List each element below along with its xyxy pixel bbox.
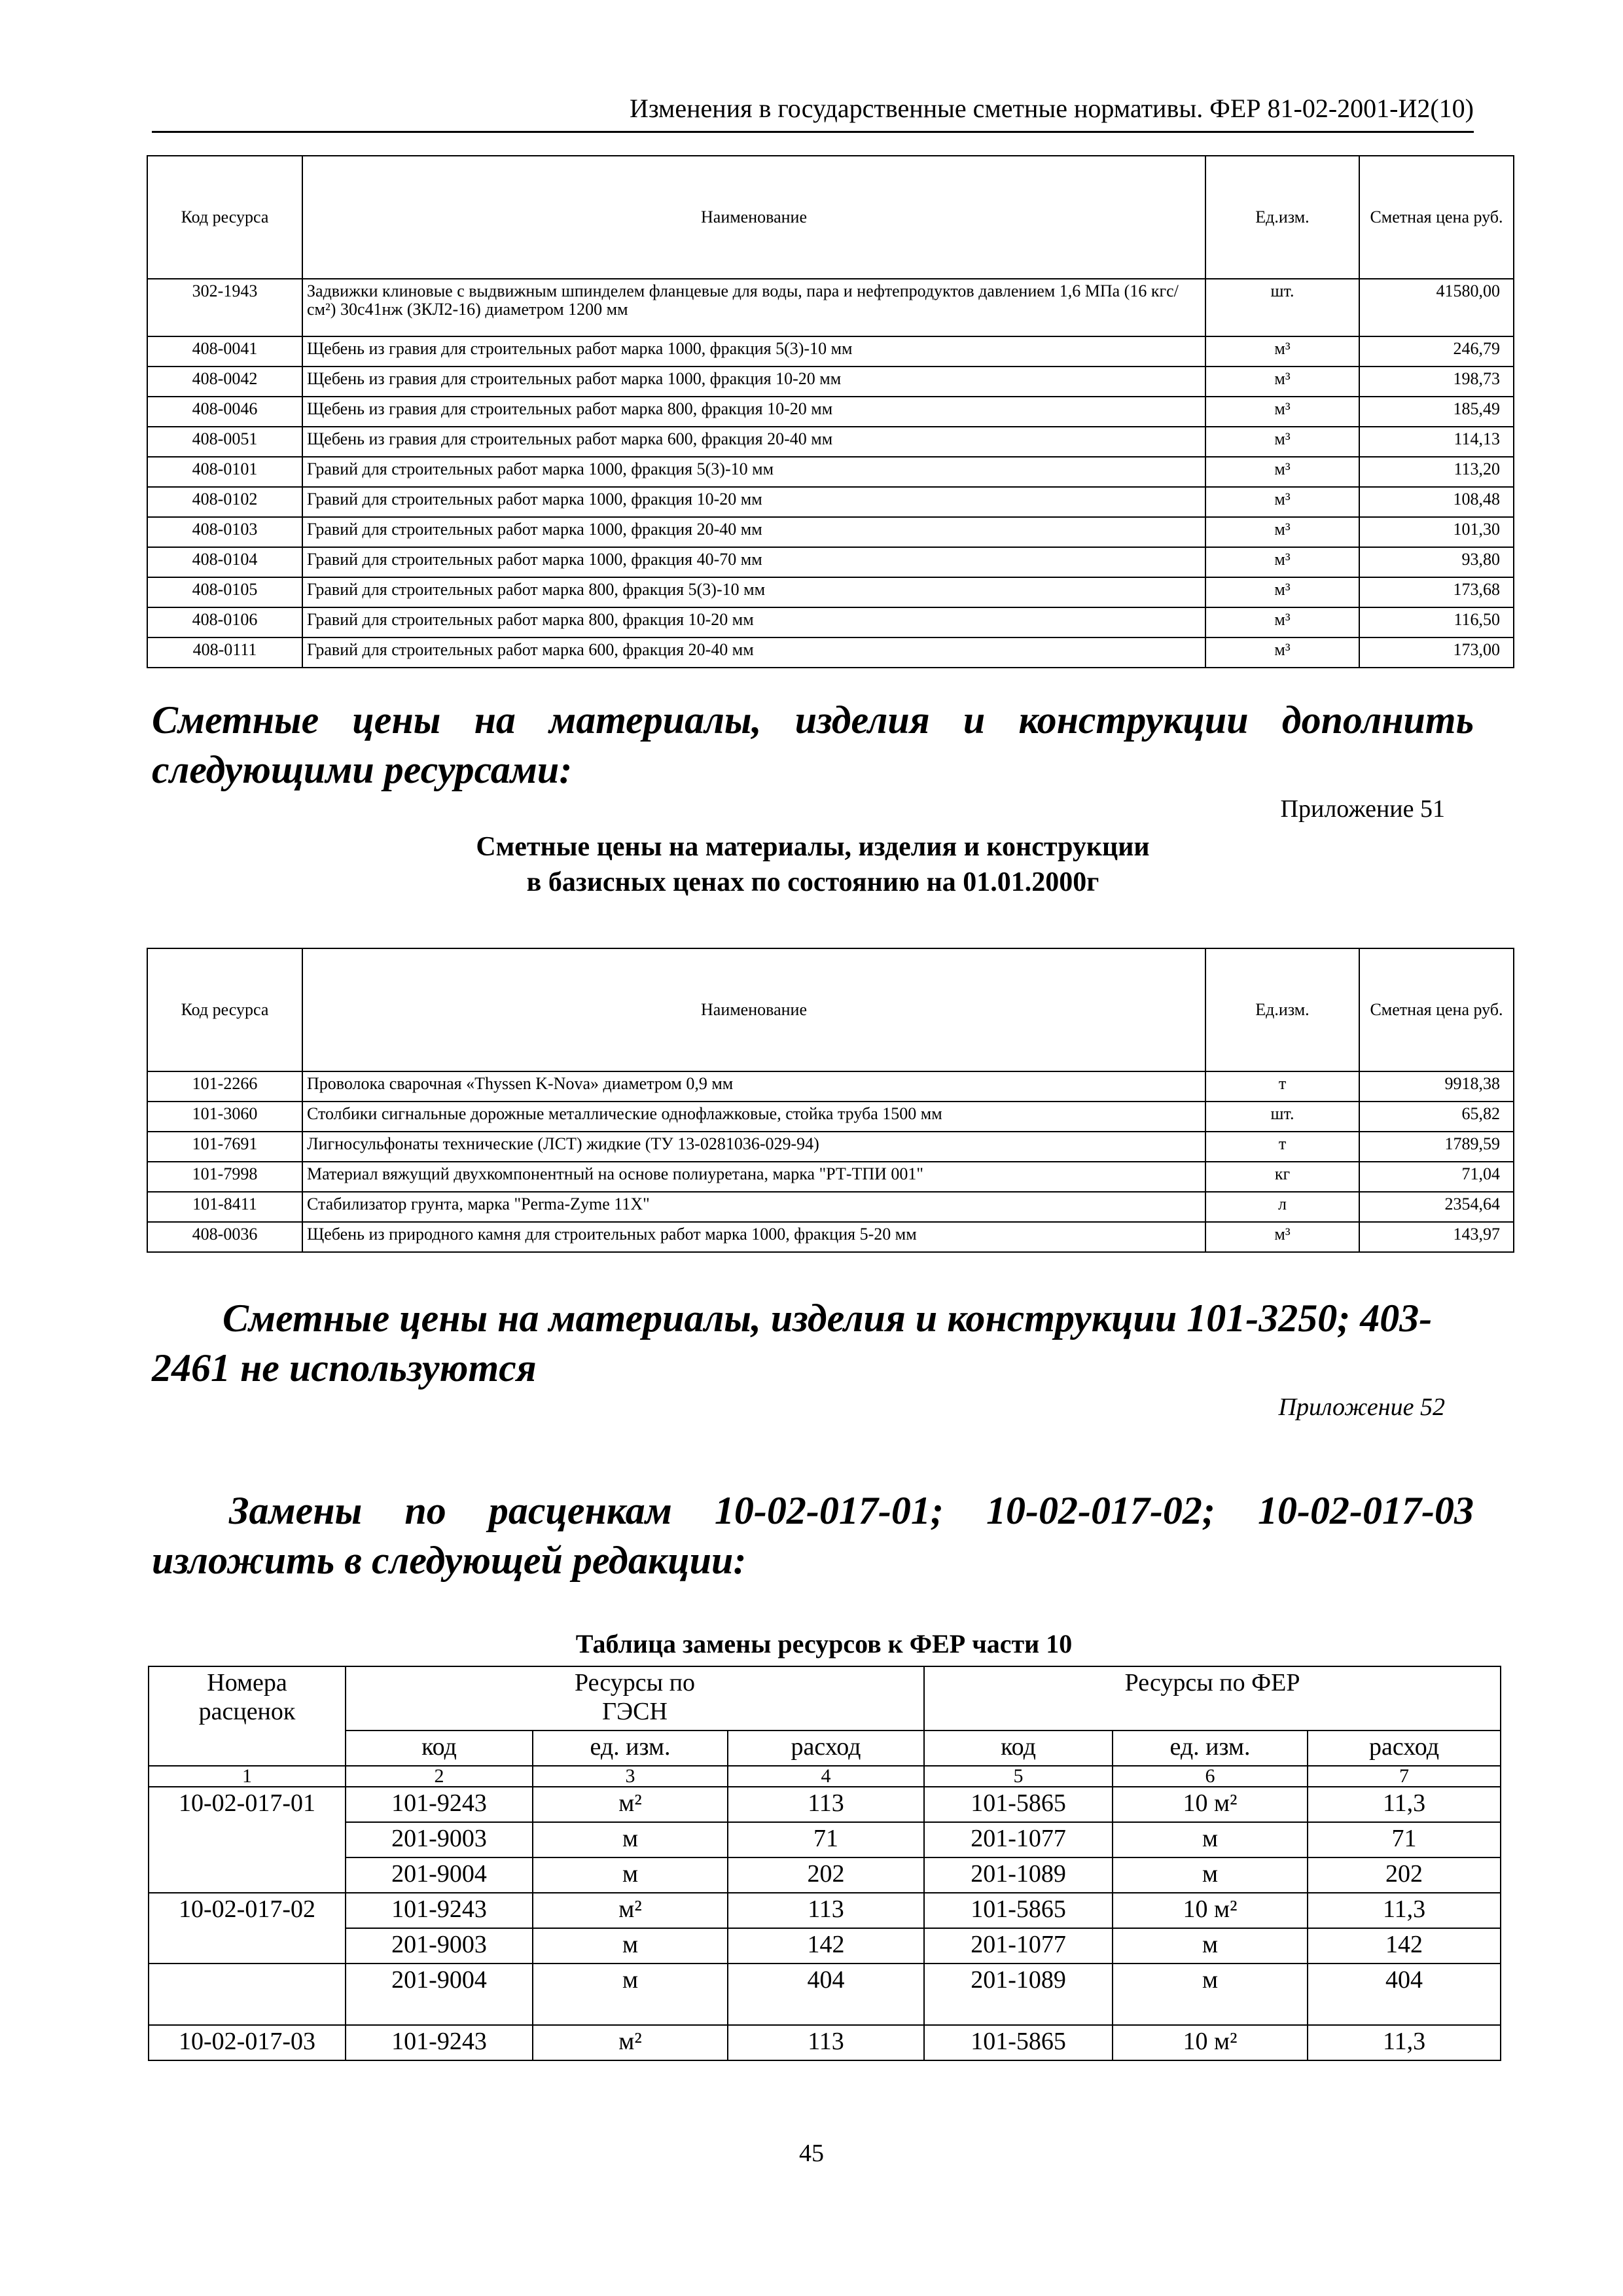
- resource-name: Гравий для строительных работ марка 800, фракция 5(3)-10 мм: [302, 577, 1205, 607]
- resource-unit: м³: [1205, 427, 1359, 457]
- resource-price: 71,04: [1359, 1162, 1514, 1192]
- subheader-cell: ед. изм.: [1113, 1731, 1308, 1766]
- fer-code: 101-5865: [924, 2025, 1113, 2060]
- fer-consumption: 202: [1308, 1857, 1501, 1893]
- resource-name: Щебень из гравия для строительных работ марка 1000, фракция 5(3)-10 мм: [302, 336, 1205, 367]
- fer-consumption: 404: [1308, 1964, 1501, 2025]
- resource-name: Гравий для строительных работ марка 1000, фракция 20-40 мм: [302, 517, 1205, 547]
- resource-unit: м³: [1205, 577, 1359, 607]
- resource-price: 108,48: [1359, 487, 1514, 517]
- resource-code: 408-0036: [147, 1222, 302, 1252]
- resource-name: Задвижки клиновые с выдвижным шпинделем фланцевые для воды, пара и нефтепродуктов давлением 1,6 МПа (16 кгс/см²) 30с41нж (ЗКЛ2-16) диаметром 1200 мм: [302, 279, 1205, 336]
- rate-number: [149, 1964, 346, 2025]
- subheader-cell: расход: [1308, 1731, 1501, 1766]
- table-row: [147, 517, 1514, 547]
- resource-name: Проволока сварочная «Thyssen K-Nova» диаметром 0,9 мм: [302, 1071, 1205, 1102]
- resource-code: 101-2266: [147, 1071, 302, 1102]
- gesn-consumption: 142: [728, 1928, 924, 1964]
- column-number: 4: [728, 1766, 924, 1787]
- resource-code: 101-7691: [147, 1132, 302, 1162]
- section-heading-replace-line1: Замены по расценкам 10-02-017-01; 10-02-017-02; 10-02-017-03: [229, 1489, 1474, 1532]
- resource-price: 1789,59: [1359, 1132, 1514, 1162]
- table-row: [147, 547, 1514, 577]
- resource-unit: м³: [1205, 397, 1359, 427]
- table-subheader-row: [149, 1731, 1501, 1766]
- resource-name: Гравий для строительных работ марка 600, фракция 20-40 мм: [302, 637, 1205, 668]
- gesn-code: 201-9004: [346, 1964, 533, 2025]
- resource-price: 198,73: [1359, 367, 1514, 397]
- column-number: 6: [1113, 1766, 1308, 1787]
- resource-unit: т: [1205, 1071, 1359, 1102]
- resource-unit: м³: [1205, 547, 1359, 577]
- resource-unit: т: [1205, 1132, 1359, 1162]
- resource-code: 408-0105: [147, 577, 302, 607]
- col-header-gesn: [346, 1666, 924, 1731]
- table-row: [147, 487, 1514, 517]
- resource-unit: м³: [1205, 1222, 1359, 1252]
- resource-code: 101-3060: [147, 1102, 302, 1132]
- fer-code: 201-1089: [924, 1857, 1113, 1893]
- resource-name: Щебень из гравия для строительных работ марка 1000, фракция 10-20 мм: [302, 367, 1205, 397]
- table-row: [147, 367, 1514, 397]
- section-heading-add-line1: Сметные цены на материалы, изделия и конструкции дополнить: [152, 698, 1474, 742]
- resource-unit: м³: [1205, 336, 1359, 367]
- fer-code: 201-1077: [924, 1928, 1113, 1964]
- gesn-consumption: 404: [728, 1964, 924, 2025]
- rate-number: 10-02-017-01: [149, 1787, 346, 1893]
- col-header-code: Код ресурса: [147, 156, 302, 279]
- appendix-52-label: Приложение 52: [1278, 1393, 1445, 1421]
- gesn-unit: м: [533, 1822, 728, 1857]
- price-table-2: [147, 948, 1514, 1253]
- resource-price: 116,50: [1359, 607, 1514, 637]
- resource-price: 2354,64: [1359, 1192, 1514, 1222]
- table-row: [149, 1893, 1501, 1928]
- resource-unit: м³: [1205, 367, 1359, 397]
- resource-unit: м³: [1205, 607, 1359, 637]
- gesn-code: 101-9243: [346, 1893, 533, 1928]
- table-row: [147, 577, 1514, 607]
- resource-name: Щебень из гравия для строительных работ марка 600, фракция 20-40 мм: [302, 427, 1205, 457]
- section-heading-unused-line2: 2461 не используются: [152, 1346, 537, 1390]
- col-header-code: Код ресурса: [147, 948, 302, 1071]
- table-row: [147, 1222, 1514, 1252]
- resource-name: Лигносульфонаты технические (ЛСТ) жидкие (ТУ 13-0281036-029-94): [302, 1132, 1205, 1162]
- col-header-price: Сметная цена руб.: [1359, 948, 1514, 1071]
- table-row: [149, 1787, 1501, 1822]
- resource-price: 246,79: [1359, 336, 1514, 367]
- resource-unit: м³: [1205, 517, 1359, 547]
- resource-code: 408-0111: [147, 637, 302, 668]
- fer-consumption: 11,3: [1308, 1893, 1501, 1928]
- resource-code: 408-0102: [147, 487, 302, 517]
- resource-unit: шт.: [1205, 1102, 1359, 1132]
- fer-unit: м: [1113, 1928, 1308, 1964]
- table-row: [147, 1162, 1514, 1192]
- fer-unit: 10 м²: [1113, 1787, 1308, 1822]
- resource-unit: м³: [1205, 637, 1359, 668]
- table-row: [147, 607, 1514, 637]
- table-row: [147, 1192, 1514, 1222]
- table-row: [149, 1964, 1501, 2025]
- column-number: 2: [346, 1766, 533, 1787]
- header-title: Изменения в государственные сметные нормативы. ФЕР 81-02-2001-И2(10): [629, 94, 1474, 123]
- resource-code: 101-8411: [147, 1192, 302, 1222]
- gesn-code: 201-9003: [346, 1822, 533, 1857]
- gesn-unit: м²: [533, 1893, 728, 1928]
- column-number: 5: [924, 1766, 1113, 1787]
- gesn-code: 101-9243: [346, 1787, 533, 1822]
- col-header-name: Наименование: [302, 948, 1205, 1071]
- fer-unit: 10 м²: [1113, 1893, 1308, 1928]
- page-number: 45: [799, 2140, 824, 2167]
- gesn-code: 101-9243: [346, 2025, 533, 2060]
- column-number: 1: [149, 1766, 346, 1787]
- gesn-consumption: 113: [728, 1787, 924, 1822]
- resource-unit: кг: [1205, 1162, 1359, 1192]
- resource-price: 143,97: [1359, 1222, 1514, 1252]
- section-heading-add-line2: следующими ресурсами:: [152, 748, 573, 791]
- table-row: [147, 336, 1514, 367]
- gesn-consumption: 202: [728, 1857, 924, 1893]
- resource-code: 408-0046: [147, 397, 302, 427]
- gesn-consumption: 71: [728, 1822, 924, 1857]
- gesn-unit: м: [533, 1964, 728, 2025]
- resource-price: 114,13: [1359, 427, 1514, 457]
- page-header: [152, 93, 1474, 133]
- fer-code: 201-1089: [924, 1964, 1113, 2025]
- appendix-51-label: Приложение 51: [1280, 795, 1445, 823]
- resource-price: 113,20: [1359, 457, 1514, 487]
- gesn-code: 201-9004: [346, 1857, 533, 1893]
- resource-code: 408-0101: [147, 457, 302, 487]
- col-header-unit: Ед.изм.: [1205, 156, 1359, 279]
- resource-price: 41580,00: [1359, 279, 1514, 336]
- fer-unit: м: [1113, 1964, 1308, 2025]
- subheader-cell: код: [346, 1731, 533, 1766]
- table-row: [147, 279, 1514, 336]
- resource-code: 408-0106: [147, 607, 302, 637]
- table-header-row: [147, 948, 1514, 1071]
- resource-code: 408-0051: [147, 427, 302, 457]
- resource-name: Гравий для строительных работ марка 1000, фракция 40-70 мм: [302, 547, 1205, 577]
- col-header-unit: Ед.изм.: [1205, 948, 1359, 1071]
- price-table-1: [147, 155, 1514, 668]
- resource-unit: л: [1205, 1192, 1359, 1222]
- table-row: [147, 397, 1514, 427]
- resource-name: Материал вяжущий двухкомпонентный на основе полиуретана, марка "РТ-ТПИ 001": [302, 1162, 1205, 1192]
- column-number: 7: [1308, 1766, 1501, 1787]
- resource-code: 302-1943: [147, 279, 302, 336]
- table-row: [149, 1928, 1501, 1964]
- rate-number: 10-02-017-02: [149, 1893, 346, 1964]
- fer-code: 201-1077: [924, 1822, 1113, 1857]
- gesn-unit: м: [533, 1928, 728, 1964]
- fer-consumption: 11,3: [1308, 2025, 1501, 2060]
- column-number-row: [149, 1766, 1501, 1787]
- table-row: [147, 1102, 1514, 1132]
- resource-price: 65,82: [1359, 1102, 1514, 1132]
- gesn-consumption: 113: [728, 2025, 924, 2060]
- resource-code: 408-0042: [147, 367, 302, 397]
- resource-code: 101-7998: [147, 1162, 302, 1192]
- resource-price: 173,68: [1359, 577, 1514, 607]
- table-header-row: [149, 1666, 1501, 1731]
- col-header-fer: Ресурсы по ФЕР: [924, 1666, 1501, 1731]
- col-header-price: Сметная цена руб.: [1359, 156, 1514, 279]
- table-row: [149, 1857, 1501, 1893]
- resource-code: 408-0104: [147, 547, 302, 577]
- resource-name: Столбики сигнальные дорожные металлические однофлажковые, стойка труба 1500 мм: [302, 1102, 1205, 1132]
- fer-unit: м: [1113, 1857, 1308, 1893]
- table-row: [147, 1132, 1514, 1162]
- col-header-gesn-line2: ГЭСН: [602, 1698, 668, 1725]
- replacement-table: [148, 1666, 1501, 2061]
- fer-unit: 10 м²: [1113, 2025, 1308, 2060]
- section-heading-replace-line2: изложить в следующей редакции:: [152, 1539, 747, 1582]
- resource-price: 101,30: [1359, 517, 1514, 547]
- fer-code: 101-5865: [924, 1893, 1113, 1928]
- resource-name: Гравий для строительных работ марка 800, фракция 10-20 мм: [302, 607, 1205, 637]
- table-row: [147, 637, 1514, 668]
- gesn-unit: м: [533, 1857, 728, 1893]
- subheader-cell: расход: [728, 1731, 924, 1766]
- col-header-rates-text: Номера расценок: [198, 1669, 296, 1725]
- resource-price: 93,80: [1359, 547, 1514, 577]
- gesn-unit: м²: [533, 1787, 728, 1822]
- section-heading-unused-line1: Сметные цены на материалы, изделия и конструкции 101-3250; 403-: [223, 1297, 1433, 1340]
- col-header-name: Наименование: [302, 156, 1205, 279]
- resource-name: Щебень из природного камня для строительных работ марка 1000, фракция 5-20 мм: [302, 1222, 1205, 1252]
- caption-line1: Сметные цены на материалы, изделия и конструкции: [476, 832, 1150, 862]
- fer-consumption: 11,3: [1308, 1787, 1501, 1822]
- resource-unit: м³: [1205, 457, 1359, 487]
- resource-name: Гравий для строительных работ марка 1000, фракция 5(3)-10 мм: [302, 457, 1205, 487]
- column-number: 3: [533, 1766, 728, 1787]
- resource-name: Щебень из гравия для строительных работ марка 800, фракция 10-20 мм: [302, 397, 1205, 427]
- table-header-row: [147, 156, 1514, 279]
- resource-code: 408-0041: [147, 336, 302, 367]
- resource-price: 173,00: [1359, 637, 1514, 668]
- resource-name: Гравий для строительных работ марка 1000, фракция 10-20 мм: [302, 487, 1205, 517]
- resource-unit: шт.: [1205, 279, 1359, 336]
- fer-unit: м: [1113, 1822, 1308, 1857]
- table-row: [147, 1071, 1514, 1102]
- gesn-unit: м²: [533, 2025, 728, 2060]
- subheader-cell: ед. изм.: [533, 1731, 728, 1766]
- caption-line2: в базисных ценах по состоянию на 01.01.2000г: [526, 867, 1099, 897]
- table-row: [149, 1822, 1501, 1857]
- table-row: [147, 457, 1514, 487]
- resource-unit: м³: [1205, 487, 1359, 517]
- col-header-gesn-line1: Ресурсы по: [574, 1669, 696, 1696]
- replacement-table-title: Таблица замены ресурсов к ФЕР части 10: [575, 1629, 1073, 1659]
- fer-consumption: 142: [1308, 1928, 1501, 1964]
- fer-code: 101-5865: [924, 1787, 1113, 1822]
- gesn-consumption: 113: [728, 1893, 924, 1928]
- resource-price: 9918,38: [1359, 1071, 1514, 1102]
- subheader-cell: код: [924, 1731, 1113, 1766]
- col-header-rates: [149, 1666, 346, 1766]
- table-row: [149, 2025, 1501, 2060]
- resource-name: Стабилизатор грунта, марка "Perma-Zyme 11X": [302, 1192, 1205, 1222]
- table-row: [147, 427, 1514, 457]
- resource-code: 408-0103: [147, 517, 302, 547]
- gesn-code: 201-9003: [346, 1928, 533, 1964]
- rate-number: 10-02-017-03: [149, 2025, 346, 2060]
- resource-price: 185,49: [1359, 397, 1514, 427]
- fer-consumption: 71: [1308, 1822, 1501, 1857]
